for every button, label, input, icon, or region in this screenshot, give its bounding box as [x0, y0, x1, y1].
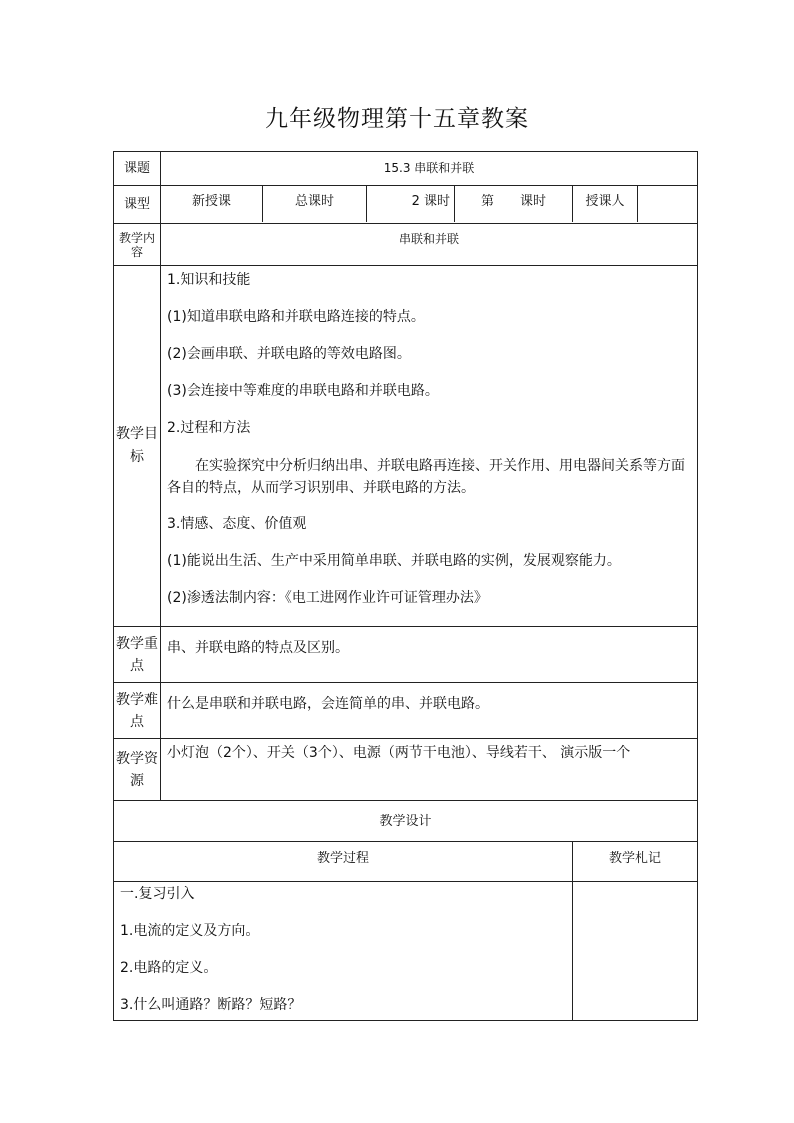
difficulty-value: 什么是串联和并联电路，会连简单的串、并联电路。 — [161, 683, 698, 739]
type-label: 课型 — [114, 186, 161, 224]
topic-label: 课题 — [114, 152, 161, 186]
design-header-row — [114, 801, 698, 842]
topic-row — [114, 152, 698, 186]
period-label: 第 课时 — [455, 186, 573, 222]
resources-row — [114, 739, 698, 801]
total-hours-value: 2 课时 — [367, 186, 455, 222]
goal-item: (1)知道串联电路和并联电路连接的特点。 — [167, 309, 425, 325]
process-item: 2.电路的定义。 — [120, 960, 218, 976]
difficulty-label: 教学难点 — [114, 683, 161, 739]
goal-item: (3)会连接中等难度的串联电路和并联电路。 — [167, 383, 439, 399]
process-header-row — [114, 842, 698, 882]
key-row — [114, 627, 698, 683]
process-item: 1.电流的定义及方向。 — [120, 923, 260, 939]
type-subcells — [161, 186, 697, 222]
goal-item: (2)渗透法制内容：《电工进网作业许可证管理办法》 — [167, 590, 488, 606]
content-label: 教学内容 — [114, 224, 161, 266]
process-item: 3.什么叫通路？断路？短路？ — [120, 997, 302, 1013]
goal-item: (2)会画串联、并联电路的等效电路图。 — [167, 346, 411, 362]
goal-paragraph: 在实验探究中分析归纳出串、并联电路再连接、开关作用、用电器间关系等方面各自的特点，从而学习识别串、并联电路的方法。 — [167, 458, 685, 496]
goals-row — [114, 266, 698, 627]
process-header: 教学过程 — [114, 842, 573, 882]
goals-label: 教学目标 — [114, 266, 161, 627]
type-details — [161, 186, 698, 224]
total-hours-label: 总课时 — [263, 186, 367, 222]
notes-content — [573, 882, 698, 1021]
goal-heading-2: 2.过程和方法 — [167, 420, 251, 436]
document-title: 九年级物理第十五章教案 — [265, 106, 529, 132]
goals-content — [161, 266, 698, 627]
process-heading: 一.复习引入 — [120, 886, 195, 902]
process-content — [114, 882, 573, 1021]
topic-value: 15.3 串联和并联 — [161, 152, 698, 186]
resources-label: 教学资源 — [114, 739, 161, 801]
content-row — [114, 224, 698, 266]
design-header: 教学设计 — [114, 801, 698, 842]
resources-value: 小灯泡（2个）、开关（3个）、电源（两节干电池）、导线若干、 演示版一个 — [161, 739, 698, 801]
content-value: 串联和并联 — [161, 224, 698, 266]
lesson-plan-table — [113, 151, 698, 1021]
key-value: 串、并联电路的特点及区别。 — [161, 627, 698, 683]
notes-header: 教学札记 — [573, 842, 698, 882]
difficulty-row — [114, 683, 698, 739]
type-value: 新授课 — [161, 186, 263, 222]
type-row — [114, 186, 698, 224]
process-content-row — [114, 882, 698, 1021]
goal-heading-1: 1.知识和技能 — [167, 272, 251, 288]
key-label: 教学重点 — [114, 627, 161, 683]
goal-item: (1)能说出生活、生产中采用简单串联、并联电路的实例，发展观察能力。 — [167, 553, 621, 569]
teacher-label: 授课人 — [573, 186, 638, 222]
teacher-value — [638, 186, 697, 222]
goal-heading-3: 3.情感、态度、价值观 — [167, 516, 307, 532]
